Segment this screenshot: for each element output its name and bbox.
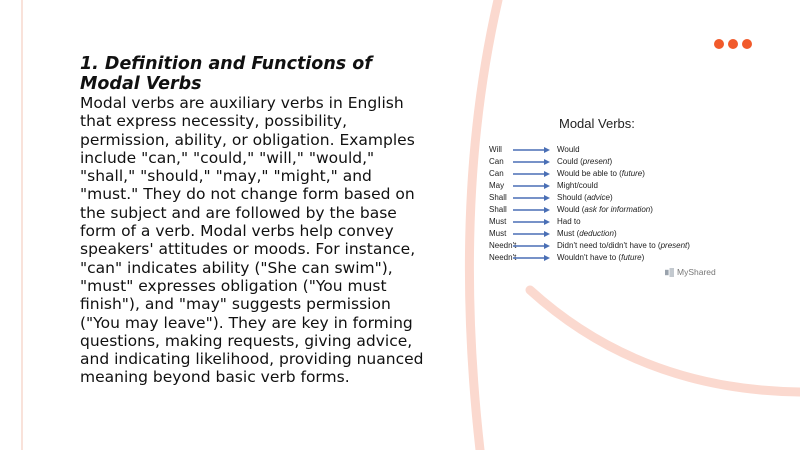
figure-title: Modal Verbs: — [559, 116, 635, 131]
modal-verb-present: May — [489, 181, 505, 191]
usage-note: future — [621, 253, 642, 263]
modal-verb-past-form: Would — [557, 145, 580, 154]
modal-verb-past — [557, 144, 580, 156]
arrow-right-icon — [511, 228, 553, 240]
decorative-arc-bottom — [530, 290, 800, 392]
arrow-right-icon — [511, 168, 553, 180]
modal-verb-past — [557, 180, 598, 192]
slide-title: 1. Definition and Functions of Modal Verbs — [80, 54, 372, 94]
usage-note: present — [582, 157, 610, 167]
arrow-right-icon — [511, 180, 553, 192]
modal-verb-present: Can — [489, 169, 504, 179]
usage-note: deduction — [579, 229, 614, 239]
figure-row — [485, 180, 745, 192]
modal-verb-present: Can — [489, 157, 504, 167]
modal-verb-past-form: Must — [557, 229, 575, 239]
modal-verb-past-form: Might/could — [557, 181, 598, 191]
usage-note: advice — [586, 193, 610, 203]
modal-verb-present: Must — [489, 229, 507, 239]
modal-verb-past — [557, 216, 581, 228]
modal-verb-past: Must (deduction) — [557, 229, 617, 239]
figure-row — [485, 240, 745, 252]
modal-verb-present: Must — [489, 217, 507, 227]
modal-verb-past-form: Didn't need to/didn't have to — [557, 241, 656, 251]
modal-verb-past-form: Wouldn't have to — [557, 253, 617, 263]
arrow-right-icon — [511, 216, 553, 228]
modal-verb-past: Should (advice) — [557, 193, 613, 203]
usage-note: ask for information — [584, 205, 651, 215]
modal-verb-past-form: Would — [557, 205, 580, 215]
figure-row — [485, 144, 745, 156]
modal-verb-present: Shall — [489, 193, 507, 203]
usage-note: future — [621, 169, 643, 179]
modal-verb-past: Would (ask for information) — [557, 205, 653, 215]
figure-row — [485, 156, 745, 168]
modal-verb-past-form: Should — [557, 193, 582, 203]
accent-dot — [728, 39, 738, 49]
modal-verb-past: Would be able to (future) — [557, 169, 645, 179]
modal-verb-present: Needn't — [489, 241, 517, 251]
arrow-right-icon — [511, 252, 553, 264]
arrow-right-icon — [511, 156, 553, 168]
arrow-right-icon — [511, 204, 553, 216]
watermark — [665, 267, 716, 277]
modal-verb-present: Will — [489, 145, 502, 154]
modal-verb-past: Didn't need to/didn't have to (present) — [557, 241, 690, 251]
usage-note: present — [660, 241, 688, 251]
accent-dot — [714, 39, 724, 49]
figure-row — [485, 168, 745, 180]
arrow-right-icon — [511, 240, 553, 252]
modal-verb-past-form: Would be able to — [557, 169, 617, 179]
arrow-right-icon — [511, 192, 553, 204]
modal-verb-past: Could (present) — [557, 157, 613, 167]
accent-dots — [714, 39, 752, 49]
slide-body-text: Modal verbs are auxiliary verbs in English that express necessity, possibility, permission, ability, or obligation. Examples include "can," "could," "will," "would," "shall," "should," "may," "might," and "must." They do not change form based on the subject and are followed by the base form of a verb. Modal verbs help convey speakers' attitudes or moods. For instance, "can" indicates ability ("She can swim"), "must" expresses obligation ("You must finish"), and "may" suggests permission ("You may leave"). They are key in forming questions, making requests, giving advice, and indicating likelihood, providing nuanced meaning beyond basic verb forms. — [80, 94, 424, 387]
figure-row — [485, 192, 745, 204]
modal-verb-present: Needn't — [489, 253, 517, 263]
myshared-logo-icon — [665, 268, 674, 277]
modal-verb-past-form: Could — [557, 157, 578, 167]
modal-verb-present: Shall — [489, 205, 507, 215]
figure-row — [485, 204, 745, 216]
modal-verb-past-form: Had to — [557, 217, 581, 227]
accent-dot — [742, 39, 752, 49]
figure-row — [485, 228, 745, 240]
modal-verb-past: Wouldn't have to (future) — [557, 253, 645, 263]
watermark-text: MyShared — [677, 267, 716, 277]
modal-verbs-figure — [485, 114, 745, 284]
arrow-right-icon — [511, 144, 553, 156]
figure-row — [485, 216, 745, 228]
figure-row — [485, 252, 745, 264]
